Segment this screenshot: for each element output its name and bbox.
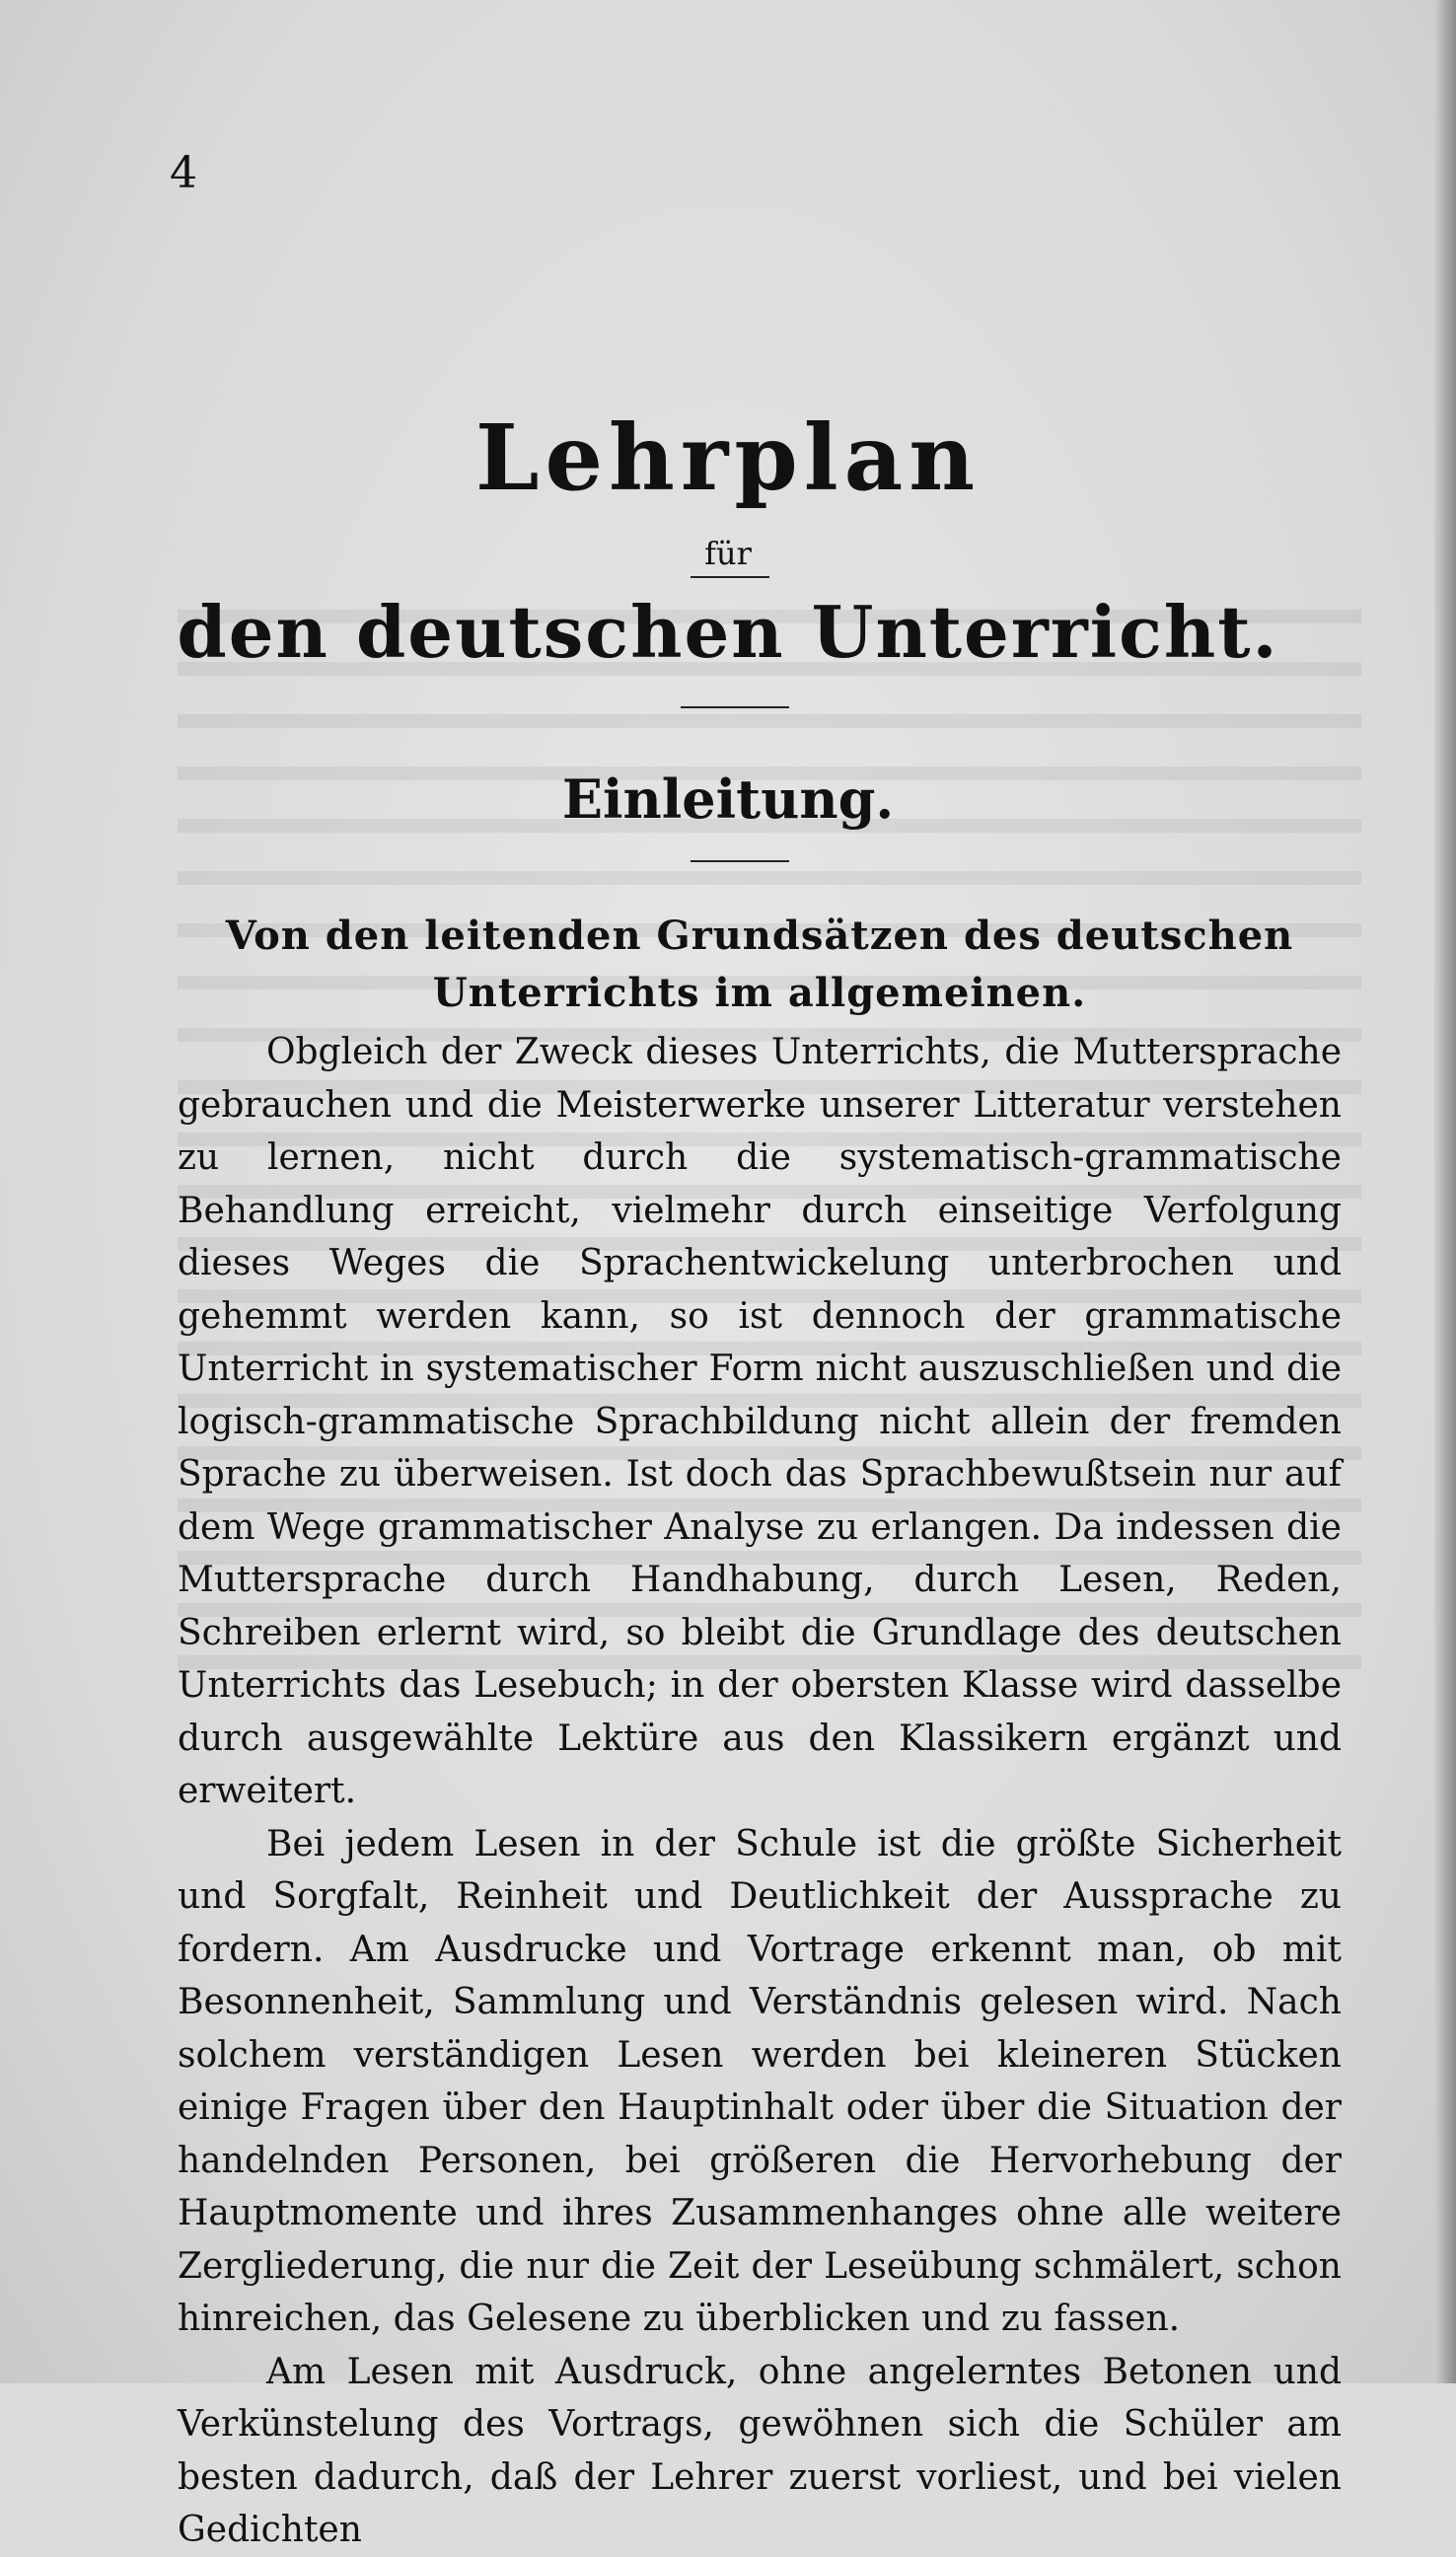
divider-rule — [681, 706, 789, 708]
paragraph: Am Lesen mit Ausdruck, ohne angelerntes Betonen und Verkünstelung des Vortrags, gewöhnen sich die Schüler am besten dadurch, daß der Lehrer zuerst vorliest, und bei vielen Gedichten — [178, 2351, 1342, 2550]
divider-rule — [691, 576, 769, 578]
page-edge-shadow — [1434, 0, 1456, 2383]
chapter-heading: Einleitung. — [561, 767, 895, 831]
divider-rule — [691, 860, 789, 862]
body-text — [178, 1026, 1342, 2557]
document-subtitle: den deutschen Unterricht. — [177, 590, 1279, 674]
paragraph: Obgleich der Zweck dieses Unterrichts, die Muttersprache gebrauchen und die Meisterwerke unserer Litteratur verstehen zu lernen, nicht durch die systematisch-grammatische Behandlung erreicht, vielmehr durch einseitige Verfolgung dieses Weges die Sprachentwickelung unterbrochen und gehemmt werden kann, so ist dennoch der grammatische Unterricht in systematischer Form nicht auszuschließen und die logisch-grammatische Sprachbildung nicht allein der fremden Sprache zu überweisen. Ist doch das Sprachbewußtsein nur auf dem Wege grammatischer Analyse zu erlangen. Da indessen die Muttersprache durch Handhabung, durch Lesen, Reden, Schreiben erlernt wird, so bleibt die Grundlage des deutschen Unterrichts das Lesebuch; in der obersten Klasse wird dasselbe durch ausgewählte Lektüre aus den Klassikern ergänzt und erweitert. — [178, 1032, 1342, 1811]
title-connector: für — [704, 535, 752, 572]
paragraph: Bei jedem Lesen in der Schule ist die größte Sicherheit und Sorgfalt, Reinheit und Deutlichkeit der Aussprache zu fordern. Am Ausdrucke und Vortrage erkennt man, ob mit Besonnenheit, Sammlung und Verständnis gelesen wird. Nach solchem verständigen Lesen werden bei kleineren Stücken einige Fragen über den Hauptinhalt oder über die Situation der handelnden Personen, bei größeren die Hervorhebung der Hauptmomente und ihres Zusammenhanges ohne alle weitere Zergliederung, die nur die Zeit der Leseübung schmälert, schon hinreichen, das Gelesene zu überblicken und zu fassen. — [178, 1823, 1342, 2339]
section-heading: Von den leitenden Grundsätzen des deutschen Unterrichts im allgemeinen. — [225, 913, 1294, 1016]
document-title: Lehrplan — [474, 404, 982, 511]
page-number: 4 — [170, 148, 197, 198]
